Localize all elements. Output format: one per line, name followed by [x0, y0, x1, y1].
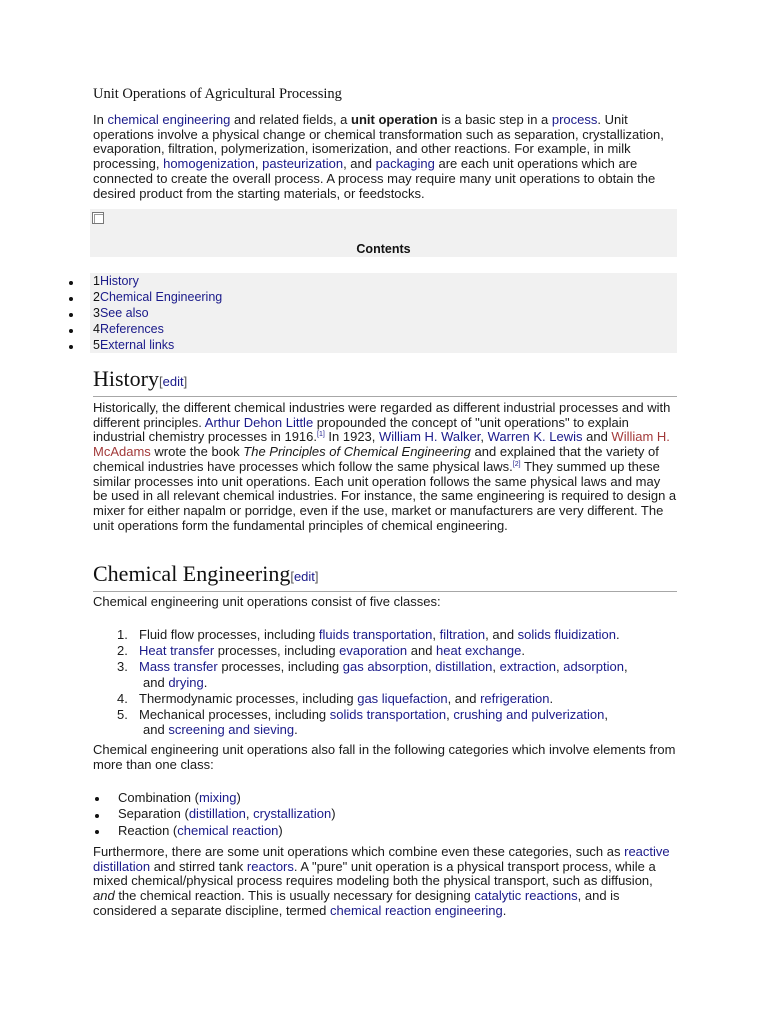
- text: . Unit operations involve a physical change or chemical transformation such as separation, crystallization, evaporation, filtration, polymerization, isomerization, and other reactions. For example, in milk processing,: [93, 112, 664, 172]
- text: ,: [432, 627, 440, 642]
- text: ,: [446, 707, 454, 722]
- link[interactable]: gas liquefaction: [357, 691, 448, 706]
- link[interactable]: refrigeration: [480, 691, 550, 706]
- link[interactable]: filtration: [439, 627, 486, 642]
- text: They summed up these similar processes into unit operations. Each unit operation follows the same physical laws and may be used in all relevant chemical industries. For instance, the same engineering is required to design a mixer for either napalm or porridge, even if the use, market or manufacturers are very different. The unit operations form the fundamental principles of chemical engineering.: [93, 458, 677, 533]
- list-number: 2.: [117, 643, 128, 658]
- text: Combination (: [118, 790, 199, 805]
- link[interactable]: adsorption: [563, 659, 624, 674]
- link[interactable]: solids transportation: [329, 707, 447, 722]
- link[interactable]: Mass transfer: [139, 659, 218, 674]
- link[interactable]: crushing and pulverization: [453, 707, 605, 722]
- section-heading-history: [93, 366, 677, 397]
- toc-number: 5: [93, 338, 100, 352]
- text: .: [521, 643, 525, 658]
- text: . A "pure" unit operation is a physical transport process, while a mixed chemical/physical process requires modeling both the physical transport, such as diffusion,: [93, 858, 656, 889]
- edit-link[interactable]: edit: [162, 374, 184, 389]
- text: ,: [428, 659, 436, 674]
- text: ,: [555, 659, 564, 674]
- text: and related fields, a: [230, 112, 352, 127]
- text: and: [143, 675, 169, 690]
- text: ): [236, 790, 241, 805]
- text: ): [331, 806, 336, 821]
- text: Furthermore, there are some unit operations which combine even these categories, such as: [93, 844, 625, 859]
- text: ,: [623, 659, 628, 674]
- list-number: 5.: [117, 707, 128, 722]
- furthermore-paragraph: [93, 845, 677, 919]
- text: Reaction (: [118, 823, 178, 838]
- list-number: 4.: [117, 691, 128, 706]
- text: Mechanical processes, including: [139, 707, 330, 722]
- toc-number: 4: [93, 322, 100, 336]
- toc-number: 1: [93, 274, 100, 288]
- toc-link[interactable]: External links: [99, 338, 175, 352]
- link[interactable]: evaporation: [339, 643, 408, 658]
- link[interactable]: heat exchange: [436, 643, 522, 658]
- text: , and is considered a separate discipline, termed: [93, 888, 620, 918]
- bracket: [: [290, 569, 294, 584]
- bold-term: unit operation: [351, 112, 438, 127]
- text: is a basic step in a: [437, 112, 552, 127]
- link-process[interactable]: process: [551, 112, 598, 127]
- link[interactable]: extraction: [499, 659, 556, 674]
- bullet-icon: [69, 329, 73, 333]
- toc-number: 3: [93, 306, 100, 320]
- link[interactable]: drying: [168, 675, 204, 690]
- text: processes, including: [214, 643, 340, 658]
- text: and: [407, 643, 437, 658]
- heading-text: Chemical Engineering: [93, 561, 291, 586]
- link[interactable]: crystallization: [253, 806, 332, 821]
- link-william-mcadams[interactable]: William H. McAdams: [93, 429, 670, 460]
- text: Separation (: [118, 806, 189, 821]
- link[interactable]: gas absorption: [342, 659, 429, 674]
- link-arthur-dehon-little[interactable]: Arthur Dehon Little: [204, 414, 314, 430]
- text: and: [582, 429, 612, 445]
- text: the chemical reaction. This is usually necessary for designing: [114, 888, 475, 904]
- link[interactable]: fluids transportation: [318, 627, 433, 642]
- classes-intro: Chemical engineering unit operations consist of five classes:: [93, 594, 441, 609]
- link-reactive-distillation[interactable]: reactive distillation: [93, 844, 670, 874]
- bracket: ]: [314, 569, 319, 584]
- text: , and: [485, 627, 518, 642]
- text: Fluid flow processes, including: [139, 627, 319, 642]
- link-warren-lewis[interactable]: Warren K. Lewis: [487, 429, 583, 445]
- list-item-continuation: [143, 722, 298, 737]
- bullet-icon: [69, 313, 73, 317]
- edit-link[interactable]: edit: [293, 569, 315, 584]
- text: ,: [604, 707, 609, 722]
- text: ,: [254, 156, 263, 172]
- bullet-icon: [69, 297, 73, 301]
- link-chemical-reaction-engineering[interactable]: chemical reaction engineering: [330, 902, 503, 918]
- toc-toggle-checkbox[interactable]: [92, 212, 104, 224]
- link[interactable]: Heat transfer: [139, 643, 215, 658]
- text: and: [143, 722, 169, 737]
- section-heading-chemical-engineering: [93, 561, 677, 592]
- link[interactable]: distillation: [188, 806, 246, 821]
- text: .: [203, 675, 208, 690]
- categories-intro: Chemical engineering unit operations also fall in the following categories which involve elements from more than one class:: [93, 742, 676, 772]
- link[interactable]: mixing: [198, 790, 237, 805]
- text: .: [549, 691, 554, 706]
- link[interactable]: chemical reaction: [177, 823, 279, 838]
- link-chemical-engineering[interactable]: chemical engineering: [107, 112, 231, 127]
- link-catalytic-reactions[interactable]: catalytic reactions: [474, 888, 578, 904]
- link[interactable]: distillation: [435, 659, 493, 674]
- text: , and: [447, 691, 481, 706]
- bullet-icon: [95, 830, 99, 834]
- text: .: [294, 722, 298, 737]
- list-number: 3.: [117, 659, 128, 674]
- bracket: ]: [183, 374, 188, 389]
- toc-link[interactable]: Chemical Engineering: [99, 290, 223, 304]
- bullet-icon: [69, 345, 73, 349]
- toc-header: [90, 209, 677, 257]
- list-item: [118, 790, 241, 805]
- text: wrote the book: [150, 444, 244, 460]
- italic-text: and: [93, 888, 115, 904]
- text: ): [278, 823, 283, 838]
- list-item: [118, 806, 336, 821]
- text: In: [93, 112, 108, 127]
- text: Thermodynamic processes, including: [139, 691, 358, 706]
- bullet-icon: [69, 281, 73, 285]
- bracket: [: [159, 374, 163, 389]
- toc-number: 2: [93, 290, 100, 304]
- text: propounded the concept of "unit operations" to explain industrial chemistry processes in 1916.: [93, 414, 629, 445]
- text: ,: [245, 806, 254, 821]
- text: Historically, the different chemical industries were regarded as different industrial processes and with different principles.: [93, 400, 671, 430]
- toc-link[interactable]: See also: [99, 306, 149, 320]
- link[interactable]: solids fluidization: [517, 627, 616, 642]
- link-packaging[interactable]: packaging: [375, 156, 435, 172]
- text: and explained that the variety of chemical industries have processes which follow the same physical laws.: [93, 444, 659, 474]
- reference-2[interactable]: [2]: [512, 460, 521, 468]
- text: , and: [343, 156, 376, 172]
- bullet-icon: [95, 814, 99, 818]
- text: ,: [480, 429, 488, 445]
- text: .: [502, 902, 507, 918]
- document-title: Unit Operations of Agricultural Processing: [93, 86, 342, 102]
- text: are each unit operations which are connected to create the overall process. A process may require many unit operations to obtain the desired product from the starting materials, or feedstocks.: [93, 156, 656, 201]
- toc-link[interactable]: References: [99, 322, 164, 336]
- book-title: The Principles of Chemical Engineering: [243, 444, 471, 460]
- text: processes, including: [217, 659, 343, 674]
- link-reactors[interactable]: reactors: [246, 858, 294, 874]
- toc-list: [90, 273, 677, 353]
- history-paragraph: [93, 401, 677, 533]
- text: In 1923,: [324, 429, 380, 445]
- list-item-continuation: [143, 675, 207, 690]
- link[interactable]: screening and sieving: [168, 722, 295, 737]
- text: .: [615, 627, 620, 642]
- link-william-walker[interactable]: William H. Walker: [379, 429, 481, 445]
- text: ,: [492, 659, 500, 674]
- intro-paragraph: [93, 113, 677, 201]
- bullet-icon: [95, 797, 99, 801]
- toc-link[interactable]: History: [99, 274, 139, 288]
- heading-text: History: [93, 366, 159, 391]
- link-pasteurization[interactable]: pasteurization: [262, 156, 344, 172]
- link-homogenization[interactable]: homogenization: [163, 156, 255, 172]
- toc-title: Contents: [356, 242, 411, 256]
- text: and stirred tank: [150, 858, 247, 874]
- reference-1[interactable]: [1]: [317, 431, 325, 439]
- list-item: [118, 823, 283, 838]
- list-number: 1.: [117, 627, 128, 642]
